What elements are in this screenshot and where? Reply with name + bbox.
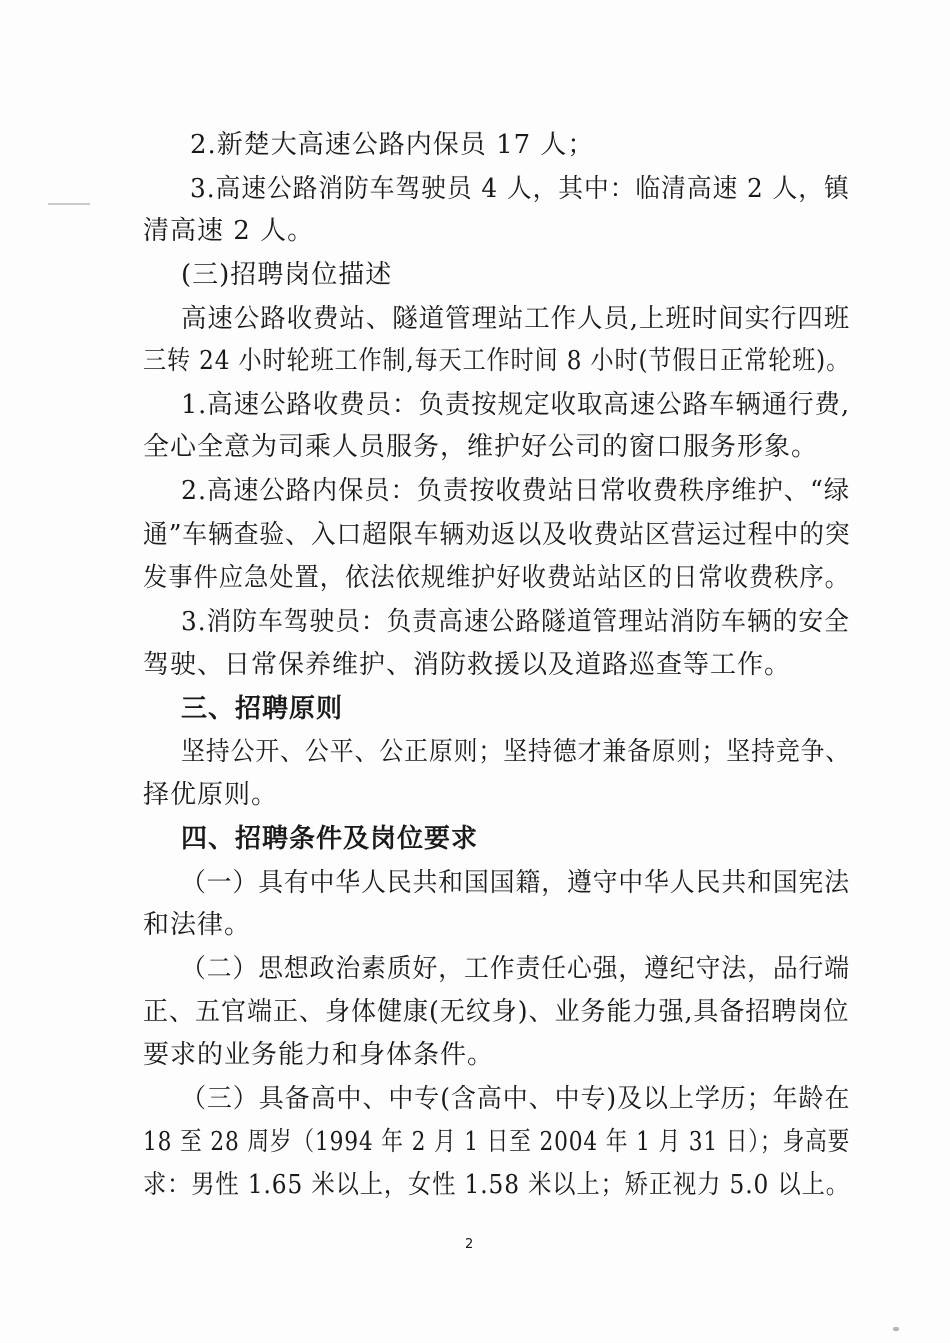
text-line: 2.新楚大高速公路内保员 17 人； (190, 130, 595, 160)
text-line: 1.高速公路收费员：负责按规定收取高速公路车辆通行费, (181, 390, 851, 420)
text-line: 择优原则。 (143, 780, 279, 810)
text-line: 和法律。 (143, 910, 252, 940)
text-line: 三转 24 小时轮班工作制,每天工作时间 8 小时(节假日正常轮班)。 (143, 346, 851, 376)
section-heading: 三、招聘原则 (181, 694, 344, 724)
text-line: （一）具有中华人民共和国国籍，遵守中华人民共和国宪法 (181, 868, 851, 898)
text-line: 发事件应急处置，依法依规维护好收费站站区的日常收费秩序。 (143, 563, 850, 593)
text-line: 求：男性 1.65 米以上，女性 1.58 米以上；矫正视力 5.0 以上。 (143, 1170, 850, 1200)
section-heading: 四、招聘条件及岗位要求 (181, 824, 479, 854)
text-line: 坚持公开、公平、公正原则；坚持德才兼备原则；坚持竞争、 (181, 737, 851, 767)
text-line: 3.高速公路消防车驾驶员 4 人，其中：临清高速 2 人，镇 (190, 174, 850, 204)
text-line: 3.消防车驾驶员：负责高速公路隧道管理站消防车辆的安全 (181, 607, 850, 637)
text-line: 清高速 2 人。 (143, 216, 315, 246)
text-line: 2.高速公路内保员：负责按收费站日常收费秩序维护、“绿 (181, 476, 851, 506)
text-line: 高速公路收费站、隧道管理站工作人员,上班时间实行四班 (181, 304, 851, 334)
scan-artifact (48, 203, 90, 205)
text-line: 18 至 28 周岁（1994 年 2 月 1 日至 2004 年 1 月 31 日）；身高要 (143, 1127, 851, 1157)
text-line: 通”车辆查验、入口超限车辆劝返以及收费站区营运过程中的突 (143, 520, 851, 550)
text-line: 全心全意为司乘人员服务，维护好公司的窗口服务形象。 (143, 432, 819, 462)
scan-artifact (893, 1327, 899, 1331)
page-number: 2 (465, 1237, 474, 1252)
text-line: 驾驶、日常保养维护、消防救援以及道路巡查等工作。 (143, 650, 792, 680)
text-line: （三）具备高中、中专(含高中、中专)及以上学历；年龄在 (181, 1084, 851, 1114)
text-line: 要求的业务能力和身体条件。 (143, 1040, 495, 1070)
text-line: 正、五官端正、身体健康(无纹身)、业务能力强,具备招聘岗位 (143, 997, 850, 1027)
section-subheading: (三)招聘岗位描述 (181, 260, 393, 290)
text-line: （二）思想政治素质好，工作责任心强，遵纪守法，品行端 (181, 954, 851, 984)
